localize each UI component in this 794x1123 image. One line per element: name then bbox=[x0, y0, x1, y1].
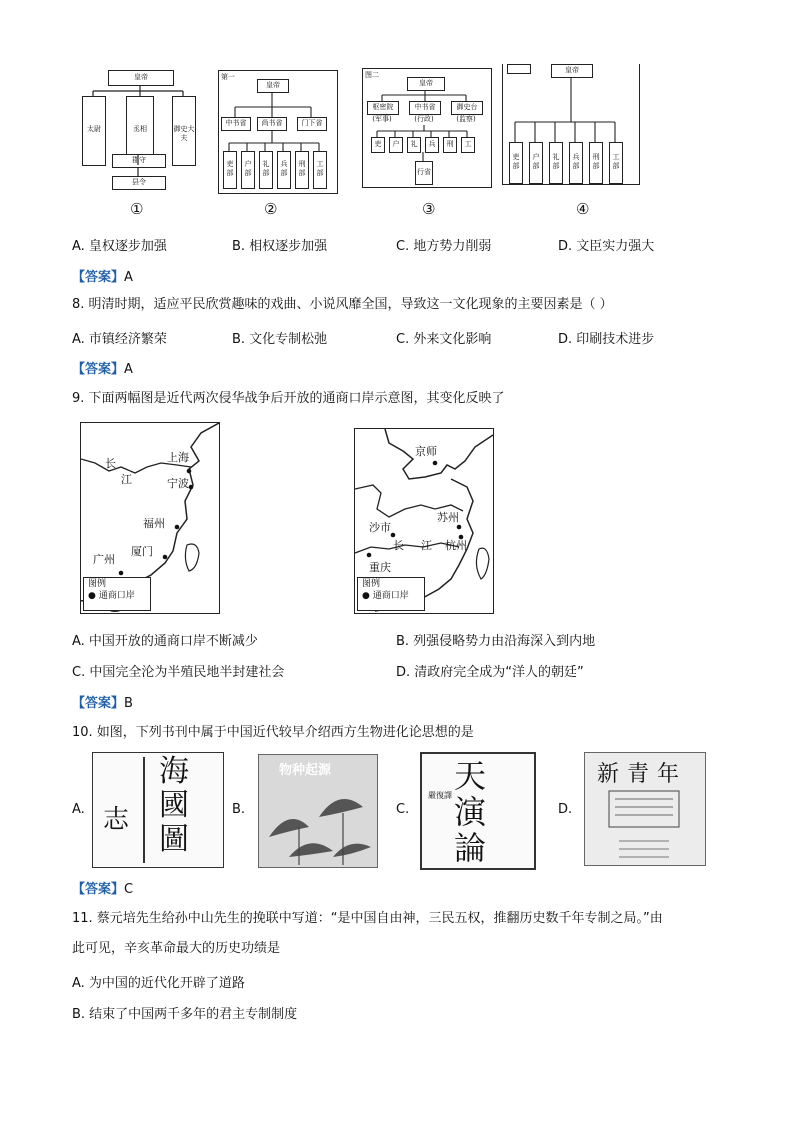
map2-label-suzhou: 苏州 bbox=[437, 511, 459, 524]
box-gongbu: 工部 bbox=[612, 153, 620, 170]
box-gongbu: 工部 bbox=[316, 160, 324, 177]
cover-char: 海 bbox=[159, 754, 189, 789]
note-supervision: (监察) bbox=[456, 115, 476, 123]
box-xing: 刑 bbox=[446, 140, 454, 148]
cover-author: 嚴復譯 bbox=[428, 791, 452, 800]
q8-option-c[interactable]: C. 外来文化影响 bbox=[396, 332, 492, 347]
map1-label-guangzhou: 广州 bbox=[93, 553, 115, 566]
answer-value: C bbox=[124, 882, 134, 897]
box-xingbu: 刑部 bbox=[298, 160, 306, 177]
note-admin: (行政) bbox=[414, 115, 434, 123]
q7-option-b[interactable]: B. 相权逐步加强 bbox=[232, 239, 328, 254]
q10-option-c[interactable]: C. bbox=[396, 802, 410, 817]
diagram-marker-2: ② bbox=[264, 200, 278, 218]
box-junshou: 郡守 bbox=[132, 156, 146, 164]
q8-option-d[interactable]: D. 印刷技术进步 bbox=[558, 332, 655, 347]
q10-option-a[interactable]: A. bbox=[72, 802, 85, 817]
q11-stem-line-2: 此可见，辛亥革命最大的历史功绩是 bbox=[72, 941, 281, 956]
answer-tag: 【答案】 bbox=[72, 270, 125, 285]
cover-title bbox=[454, 758, 486, 866]
q11-option-a[interactable]: A. 为中国的近代化开辟了道路 bbox=[72, 976, 245, 991]
map-treaty-ports-2 bbox=[354, 428, 494, 614]
box-bing: 兵 bbox=[428, 140, 436, 148]
cover-title bbox=[159, 755, 189, 857]
box-li2: 礼 bbox=[410, 140, 418, 148]
q10-option-d[interactable]: D. bbox=[558, 802, 573, 817]
box-yushitai: 御史台 bbox=[456, 103, 478, 111]
diagram-3-label: 图二 bbox=[365, 71, 379, 79]
cover-illustration bbox=[259, 777, 377, 867]
legend-item-label: 通商口岸 bbox=[98, 591, 135, 601]
q8-answer bbox=[72, 358, 133, 377]
legend-item-label: 通商口岸 bbox=[372, 591, 409, 601]
cover-char: 演 bbox=[454, 793, 487, 831]
box-xingbu: 刑部 bbox=[592, 153, 600, 170]
q8-option-b[interactable]: B. 文化专制松弛 bbox=[232, 332, 328, 347]
q11-stem-line-1: 11. 蔡元培先生给孙中山先生的挽联中写道：“是中国自由神，三民五权，推翻历史数千年专制之局。”由 bbox=[72, 911, 663, 926]
diagram-2 bbox=[218, 70, 338, 194]
box-menxia: 门下省 bbox=[301, 119, 323, 127]
map1-label-xiamen: 厦门 bbox=[131, 545, 153, 558]
q9-option-b[interactable]: B. 列强侵略势力由沿海深入到内地 bbox=[396, 634, 596, 649]
box-libu: 吏部 bbox=[226, 160, 234, 177]
diagram-marker-3: ③ bbox=[422, 200, 436, 218]
map2-label-jiang: 江 bbox=[421, 539, 432, 552]
box-yushi: 御史大夫 bbox=[173, 125, 195, 142]
q10-stem: 10. 如图，下列书刊中属于中国近代较早介绍西方生物进化论思想的是 bbox=[72, 725, 474, 740]
q7-answer bbox=[72, 266, 133, 285]
cover-char: 圖 bbox=[159, 822, 189, 857]
diagram-1-lines bbox=[78, 64, 200, 192]
cover-title: 物种起源 bbox=[279, 763, 332, 778]
book-cover-xinqingnian[interactable] bbox=[584, 752, 706, 866]
q9-answer bbox=[72, 692, 133, 711]
q8-option-a[interactable]: A. 市镇经济繁荣 bbox=[72, 332, 167, 347]
cover-title: 新青年 bbox=[597, 762, 688, 787]
map2-label-chang: 长 bbox=[393, 539, 404, 552]
q8-stem: 8. 明清时期，适应平民欣赏趣味的戏曲、小说风靡全国，导致这一文化现象的主要因素是（ ） bbox=[72, 297, 613, 312]
book-cover-origin-of-species[interactable] bbox=[258, 754, 378, 868]
box-emperor: 皇帝 bbox=[419, 79, 433, 87]
answer-tag: 【答案】 bbox=[72, 696, 125, 711]
answer-value: A bbox=[124, 362, 133, 377]
box-xianling: 县令 bbox=[132, 178, 146, 186]
cover-char: 國 bbox=[159, 788, 189, 823]
legend-item: ● 通商口岸 bbox=[362, 591, 409, 601]
box-libu: 吏部 bbox=[512, 153, 520, 170]
box-libu2: 礼部 bbox=[552, 153, 560, 170]
box-hu: 户 bbox=[392, 140, 400, 148]
book-cover-haiguotuzhi[interactable] bbox=[92, 752, 224, 868]
box-li: 吏 bbox=[374, 140, 382, 148]
box-zhongshu: 中书省 bbox=[225, 119, 247, 127]
map1-label-shanghai: 上海 bbox=[167, 451, 189, 464]
q11-option-b[interactable]: B. 结束了中国两千多年的君主专制制度 bbox=[72, 1007, 298, 1022]
map2-label-shashi: 沙市 bbox=[369, 521, 391, 534]
diagram-1 bbox=[78, 64, 200, 192]
cover-char: 論 bbox=[454, 829, 487, 867]
map1-label-chang: 长 bbox=[105, 457, 116, 470]
answer-tag: 【答案】 bbox=[72, 882, 125, 897]
box-chengxiang: 丞相 bbox=[133, 125, 147, 133]
box-hubu: 户部 bbox=[244, 160, 252, 177]
answer-value: B bbox=[124, 696, 133, 711]
cover-divider bbox=[143, 757, 145, 863]
box-taiwei: 太尉 bbox=[87, 125, 101, 133]
q7-option-d[interactable]: D. 文臣实力强大 bbox=[558, 239, 655, 254]
q7-option-a[interactable]: A. 皇权逐步加强 bbox=[72, 239, 167, 254]
legend-title: 图例 bbox=[88, 579, 107, 589]
box-shumiyuan: 枢密院 bbox=[372, 103, 394, 111]
q10-answer bbox=[72, 878, 133, 897]
map1-label-fuzhou: 福州 bbox=[143, 517, 165, 530]
diagram-4 bbox=[502, 64, 640, 185]
box-xingsheng: 行省 bbox=[417, 168, 431, 176]
map2-label-chongqing: 重庆 bbox=[369, 561, 391, 574]
map2-label-jingshi: 京师 bbox=[415, 445, 437, 458]
box-zhongshusheng: 中书省 bbox=[414, 103, 436, 111]
diagram-2-lines bbox=[219, 71, 337, 193]
q7-option-c[interactable]: C. 地方势力削弱 bbox=[396, 239, 492, 254]
map1-legend bbox=[83, 577, 151, 611]
legend-title: 图例 bbox=[362, 579, 381, 589]
q9-option-c[interactable]: C. 中国完全沦为半殖民地半封建社会 bbox=[72, 665, 285, 680]
box-emperor: 皇帝 bbox=[134, 73, 148, 81]
diagram-marker-4: ④ bbox=[576, 200, 590, 218]
q9-stem: 9. 下面两幅图是近代两次侵华战争后开放的通商口岸示意图，其变化反映了 bbox=[72, 391, 505, 406]
note-military: (军事) bbox=[372, 115, 392, 123]
q9-option-d[interactable]: D. 清政府完全成为“洋人的朝廷” bbox=[396, 665, 584, 680]
box-bingbu: 兵部 bbox=[572, 153, 580, 170]
diagram-3-lines bbox=[363, 69, 491, 187]
q10-option-b[interactable]: B. bbox=[232, 802, 246, 817]
box-hubu: 户部 bbox=[532, 153, 540, 170]
diagram-3 bbox=[362, 68, 492, 188]
book-cover-tianyanlun[interactable] bbox=[420, 752, 536, 870]
box-bingbu: 兵部 bbox=[280, 160, 288, 177]
box-emperor: 皇帝 bbox=[565, 66, 579, 74]
box-libu2: 礼部 bbox=[262, 160, 270, 177]
box-shangshu: 尚书省 bbox=[261, 119, 283, 127]
answer-tag: 【答案】 bbox=[72, 362, 125, 377]
map-treaty-ports-1 bbox=[80, 422, 220, 614]
box-gong: 工 bbox=[464, 140, 472, 148]
legend-item: ● 通商口岸 bbox=[88, 591, 135, 601]
q9-option-a[interactable]: A. 中国开放的通商口岸不断减少 bbox=[72, 634, 258, 649]
map1-label-jiang: 江 bbox=[121, 473, 132, 486]
diagram-marker-1: ① bbox=[130, 200, 144, 218]
box-emperor: 皇帝 bbox=[266, 81, 280, 89]
map1-label-ningbo: 宁波 bbox=[167, 477, 189, 490]
answer-value: A bbox=[124, 270, 133, 285]
map2-label-hangzhou: 杭州 bbox=[445, 539, 467, 552]
diagram-4-lines bbox=[503, 64, 639, 184]
map2-legend bbox=[357, 577, 425, 611]
cover-illustration bbox=[585, 783, 705, 865]
diagram-2-label: 第一 bbox=[221, 73, 235, 81]
cover-char: 天 bbox=[454, 757, 487, 795]
cover-char: 志 bbox=[103, 805, 130, 835]
